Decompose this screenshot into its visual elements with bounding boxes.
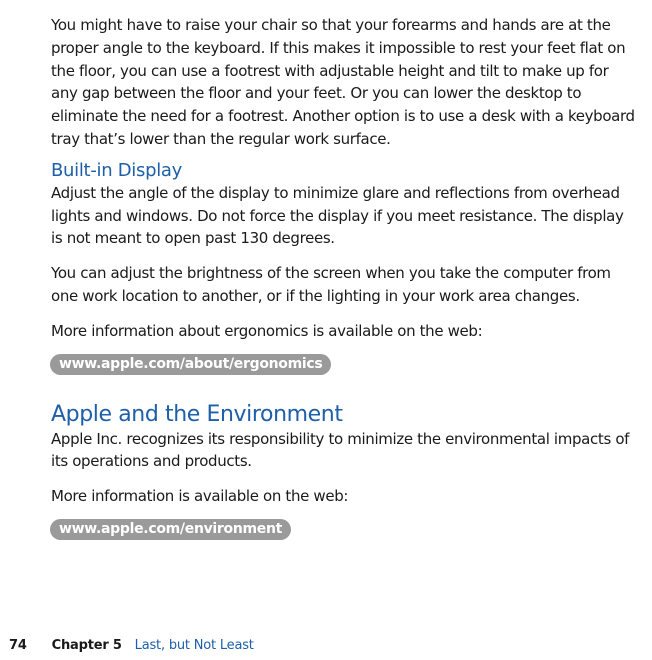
page-content (51, 14, 637, 540)
page-number: 74 (9, 638, 27, 653)
environment-paragraph-2: More information is available on the web: (51, 487, 349, 506)
built-in-display-heading: Built-in Display (51, 159, 182, 181)
environment-heading: Apple and the Environment (51, 401, 343, 427)
display-paragraph-2: You can adjust the brightness of the screen when you take the computer from one work location to another, or if the lighting in your work area changes. (51, 264, 611, 305)
display-paragraph-1: Adjust the angle of the display to minimize glare and reflections from overhead lights and windows. Do not force the display if you meet resistance. The display is not meant to open past 130 degrees. (51, 183, 624, 248)
ergonomics-link[interactable]: www.apple.com/about/ergonomics (50, 354, 331, 375)
display-paragraph-3: More information about ergonomics is available on the web: (51, 321, 483, 340)
environment-paragraph-1: Apple Inc. recognizes its responsibility to minimize the environmental impacts of its operations and products. (51, 429, 630, 471)
environment-link[interactable]: www.apple.com/environment (50, 519, 291, 540)
chapter-label: Chapter 5 (51, 638, 122, 653)
page-footer (9, 637, 254, 655)
chapter-title: Last, but Not Least (134, 638, 254, 653)
intro-paragraph: You might have to raise your chair so that your forearms and hands are at the proper angle to the keyboard. If this makes it impossible to rest your feet flat on the floor, you can use a footrest with adjustable height and tilt to make up for any gap between the floor and your feet. Or you can lower the desktop to eliminate the need for a footrest. Another option is to use a desk with a keyboard tray that’s lower than the regular work surface. (51, 16, 635, 148)
